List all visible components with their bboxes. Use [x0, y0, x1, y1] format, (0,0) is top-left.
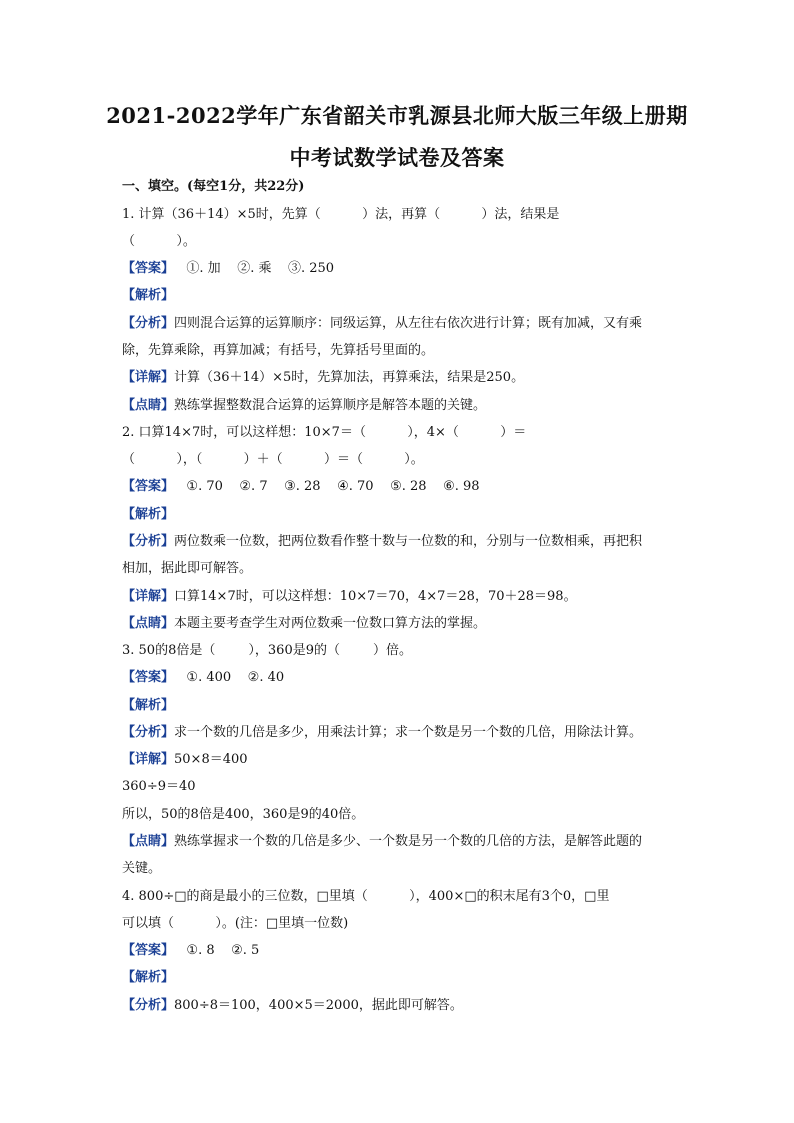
fenxi-tag: 【分析】	[122, 316, 175, 331]
question-3-answer	[122, 668, 284, 688]
detail-text: 计算（36＋14）×5时，先算加法，再算乘法，结果是250。	[174, 370, 525, 385]
fenxi-text: 四则混合运算的运算顺序：同级运算，从左往右依次进行计算；既有加减，又有乘	[174, 316, 643, 331]
question-2-line2: （ ），（ ）＋（ ）＝（ ）。	[122, 452, 424, 467]
question-3-point-line1	[122, 832, 642, 852]
answer-values: ①. 8 ②. 5	[174, 943, 260, 958]
answer-tag: 【答案】	[122, 670, 175, 685]
analysis-tag: 【解析】	[122, 698, 175, 713]
fenxi-tag: 【分析】	[122, 725, 175, 740]
question-1-point	[122, 396, 486, 416]
fenxi-tag: 【分析】	[122, 534, 175, 549]
point-text: 熟练掌握整数混合运算的运算顺序是解答本题的关键。	[174, 398, 487, 413]
question-3-detail	[122, 750, 248, 770]
section-heading-fill-blank: 一、填空。(每空1分，共22分)	[122, 179, 305, 194]
question-2-line1: 2. 口算14×7时，可以这样想：10×7＝（ ），4×（ ）＝	[122, 425, 527, 440]
question-1-analysis-heading	[122, 286, 174, 306]
point-tag: 【点睛】	[122, 834, 175, 849]
fenxi-tag: 【分析】	[122, 998, 175, 1013]
question-4-analysis-heading	[122, 968, 174, 988]
question-1-fenxi-line2: 除，先算乘除，再算加减；有括号，先算括号里面的。	[122, 343, 435, 358]
question-3-detail-line2: 360÷9＝40	[122, 779, 196, 794]
question-3-fenxi	[122, 723, 642, 743]
detail-tag: 【详解】	[122, 370, 175, 385]
document-title-line2: 中考试数学试卷及答案	[289, 145, 505, 170]
detail-text: 口算14×7时，可以这样想：10×7＝70，4×7＝28，70＋28＝98。	[174, 589, 577, 604]
detail-text: 50×8＝400	[174, 752, 248, 767]
question-4-answer	[122, 941, 259, 961]
question-1-detail	[122, 368, 524, 388]
point-text: 熟练掌握求一个数的几倍是多少、一个数是另一个数的几倍的方法，是解答此题的	[174, 834, 643, 849]
question-3-line1: 3. 50的8倍是（ ），360是9的（ ）倍。	[122, 643, 413, 658]
question-2-analysis-heading	[122, 505, 174, 525]
question-1-line2: （ ）。	[122, 234, 196, 249]
fenxi-text: 求一个数的几倍是多少，用乘法计算；求一个数是另一个数的几倍，用除法计算。	[174, 725, 643, 740]
question-4-line1: 4. 800÷□的商是最小的三位数，□里填（ ），400×□的积末尾有3个0，□里	[122, 889, 610, 904]
answer-tag: 【答案】	[122, 479, 175, 494]
answer-values: ①. 400 ②. 40	[174, 670, 285, 685]
answer-tag: 【答案】	[122, 261, 175, 276]
point-tag: 【点睛】	[122, 616, 175, 631]
question-4-fenxi	[122, 996, 463, 1016]
question-1-answer	[122, 259, 334, 279]
question-2-point	[122, 614, 486, 634]
question-2-fenxi-line2: 相加，据此即可解答。	[122, 561, 253, 576]
fenxi-text: 两位数乘一位数，把两位数看作整十数与一位数的和，分别与一位数相乘，再把积	[174, 534, 643, 549]
question-2-answer	[122, 477, 480, 497]
question-3-detail-line3: 所以，50的8倍是400，360是9的40倍。	[122, 807, 365, 822]
detail-tag: 【详解】	[122, 589, 175, 604]
point-text: 本题主要考查学生对两位数乘一位数口算方法的掌握。	[174, 616, 487, 631]
answer-tag: 【答案】	[122, 943, 175, 958]
question-3-point-line2: 关键。	[122, 861, 162, 876]
point-tag: 【点睛】	[122, 398, 175, 413]
answer-values: ①. 70 ②. 7 ③. 28 ④. 70 ⑤. 28 ⑥. 98	[174, 479, 480, 494]
question-2-fenxi-line1	[122, 532, 642, 552]
document-title-line1: 2021-2022学年广东省韶关市乳源县北师大版三年级上册期	[106, 103, 688, 128]
analysis-tag: 【解析】	[122, 288, 175, 303]
question-2-detail	[122, 587, 577, 607]
fenxi-text: 800÷8＝100，400×5＝2000，据此即可解答。	[174, 998, 463, 1013]
question-1-line1: 1. 计算（36＋14）×5时，先算（ ）法，再算（ ）法，结果是	[122, 207, 560, 222]
question-1-fenxi-line1	[122, 314, 642, 334]
answer-values: ①. 加 ②. 乘 ③. 250	[174, 261, 335, 276]
detail-tag: 【详解】	[122, 752, 175, 767]
question-3-analysis-heading	[122, 696, 174, 716]
analysis-tag: 【解析】	[122, 970, 175, 985]
question-4-line2: 可以填（ ）。(注：□里填一位数)	[122, 916, 349, 931]
analysis-tag: 【解析】	[122, 507, 175, 522]
